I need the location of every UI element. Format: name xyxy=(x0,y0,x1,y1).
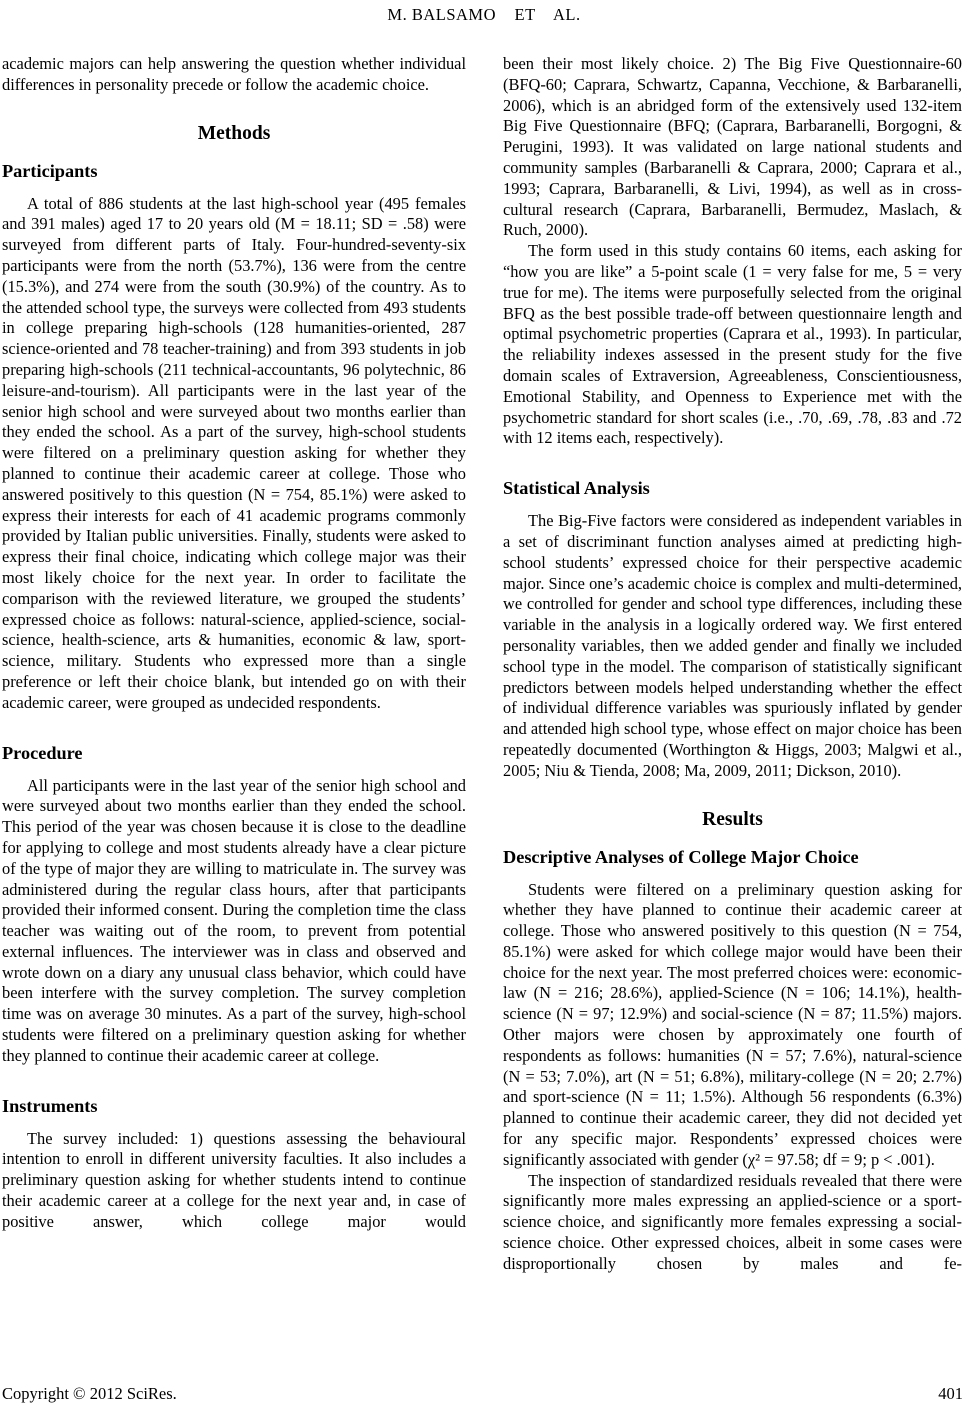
paragraph-standardized-residuals: The inspection of standardized residuals revealed that there were significantly more males expressing an applied-science or a sport-science choice, and significantly more females expressing a social-science choice. Other expressed choices, albeit in some cases were disproportionally chosen by males and fe- xyxy=(503,1170,962,1273)
subsection-heading-instruments: Instruments xyxy=(2,1095,98,1116)
right-column xyxy=(503,54,962,1275)
paragraph-statistical-analysis: The Big-Five factors were considered as independent variables in a set of discriminant function analyses aimed at predicting high-school students’ expressed choice for their perspective academic major. Since one’s academic choice is complex and multi-determined, we controlled for gender and school type differences, including these variable in the analysis in a logically ordered way. We first entered personality variables, then we added gender and finally we included school type in the model. The comparison of statistically significant predictors between models helped understanding whether the effect of individual difference variables was spuriously inflated by gender and attended high school type, whose effect on major choice has been repeatedly documented (Worthington & Higgs, 2003; Malgwi et al., 2005; Niu & Tienda, 2008; Ma, 2009, 2011; Dickson, 2010). xyxy=(503,511,962,780)
paragraph-instruments: The survey included: 1) questions assessing the behavioural intention to enroll in different university faculties. It also includes a preliminary question asking for whether students intend to continue their academic career at a college for the next year and, in case of positive answer, which college major would xyxy=(2,1128,466,1231)
paragraph-instruments-continuation: been their most likely choice. 2) The Big Five Questionnaire-60 (BFQ-60; Caprara, Schwartz, Capanna, Vecchione, & Barbaranelli, 2006), which is an abridged form of the extensively used 132-item Big Five Questionnaire (BFQ; (Caprara, Barbaranelli, Borgogni, & Perugini, 1993). It was validated on large national students and community samples (Barbaranelli & Caprara, 2000; Caprara et al., 1993; Caprara, Barbaranelli, & Livi, 1994), as well as in cross-cultural research (Caprara, Barbaranelli, Bermudez, Maslach, & Ruch, 2000). xyxy=(503,54,962,240)
subsection-heading-statistical-analysis: Statistical Analysis xyxy=(503,478,650,499)
subsection-heading-descriptive-analyses: Descriptive Analyses of College Major Choice xyxy=(503,846,859,867)
paragraph-intro-continuation: academic majors can help answering the question whether individual differences in personality precede or follow the academic choice. xyxy=(2,54,466,94)
paragraph-procedure: All participants were in the last year of the senior high school and were surveyed about two months earlier than they ended the school. This period of the year was chosen because it is close to the deadline for applying to college and most students already have a clear picture of the type of major they are willing to matriculate in. The survey was administered during the regular class hours, after that participants provided their informed consent. During the completion time the class teacher was waiting out of the room, to prevent from potential external influences. The interviewer was in class and observed and wrote down on a diary any unusual class behavior, which could have been interfere with the survey completion. The survey completion time was on average 30 minutes. As a part of the survey, high-school students were filtered on a preliminary question asking for whether they planned to continue their academic career at college. xyxy=(2,775,466,1065)
footer-copyright: Copyright © 2012 SciRes. xyxy=(2,1384,177,1403)
running-head: M. BALSAMO ET AL. xyxy=(387,5,581,24)
section-heading-methods: Methods xyxy=(197,122,271,144)
subsection-heading-procedure: Procedure xyxy=(2,742,83,763)
paragraph-descriptive-analyses: Students were filtered on a preliminary question asking for whether they have planned to continue their academic career at college. Those who answered positively to this question (N = 754, 85.1%) were asked for which college major would have been their choice for the next year. The most preferred choices were: economic-law (N = 216; 28.6%), applied-Science (N = 106; 14.1%), health-science (N = 97; 12.9%) and social-science (N = 87; 11.5%) majors. Other majors were chosen by approximately one fourth of respondents as follows: humanities (N = 57; 7.6%), natural-science (N = 53; 7.0%), art (N = 51; 6.8%), military-college (N = 20; 2.7%) and sport-science (N = 11; 1.5%). Although 56 respondents (6.3%) planned to continue their academic career, they did not decided yet for any specific major. Respondents’ expressed choices were significantly associated with gender (χ² = 97.58; df = 9; p < .001). xyxy=(503,879,962,1169)
section-heading-results: Results xyxy=(702,808,763,830)
footer-page-number: 401 xyxy=(938,1384,963,1403)
left-column xyxy=(2,54,466,1275)
page-footer xyxy=(2,1384,963,1404)
subsection-heading-participants: Participants xyxy=(2,160,98,181)
two-column-body xyxy=(2,54,962,1275)
paragraph-bfq-form: The form used in this study contains 60 items, each asking for “how you are like” a 5-point scale (1 = very false for me, 5 = very true for me). The items were purposefully selected from the original BFQ as the best possible trade-off between questionnaire length and optimal psychometric properties (Caprara et al., 1993). In particular, the reliability indexes assessed in the present study for the five domain scales of Extraversion, Agreeableness, Conscientiousness, Emotional Stability, and Openness to Experience met with the psychometric standard for short scales (i.e., .70, .69, .78, .83 and .72 with 12 items each, respectively). xyxy=(503,241,962,448)
paragraph-participants: A total of 886 students at the last high-school year (495 females and 391 males) aged 17 to 20 years old (M = 18.11; SD = .58) were surveyed from different parts of Italy. Four-hundred-seventy-six participants were from the north (53.7%), 136 were from the centre (15.3%), and 274 were from the south (30.9%) of the country. As to the attended school type, the surveys were collected from 493 students in college preparing high-schools (128 humanities-oriented, 287 science-oriented and 78 teacher-training) and from 393 students in job preparing high-schools (211 technical-accountants, 96 polytechnic, 86 leisure-and-tourism). All participants were in the last year of the senior high school and were surveyed about two months earlier than they ended the school. As a part of the survey, high-school students were filtered on a preliminary question asking for whether they planned to continue their academic career at college. Those who answered positively to this question (N = 754, 85.1%) were asked to express their interests for each of 41 academic programs commonly provided by Italian public universities. Finally, students were asked to express their final choice, indicating which college major was their most likely choice for the next year. In order to facilitate the comparison with the reviewed literature, we grouped the students’ expressed choice as follows: natural-science, applied-science, social-science, health-science, arts & humanities, economic & law, sport-science, military. Students who expressed more than a single preference or left their choice blank, but intended go on with their academic career, were grouped as undecided respondents. xyxy=(2,193,466,712)
